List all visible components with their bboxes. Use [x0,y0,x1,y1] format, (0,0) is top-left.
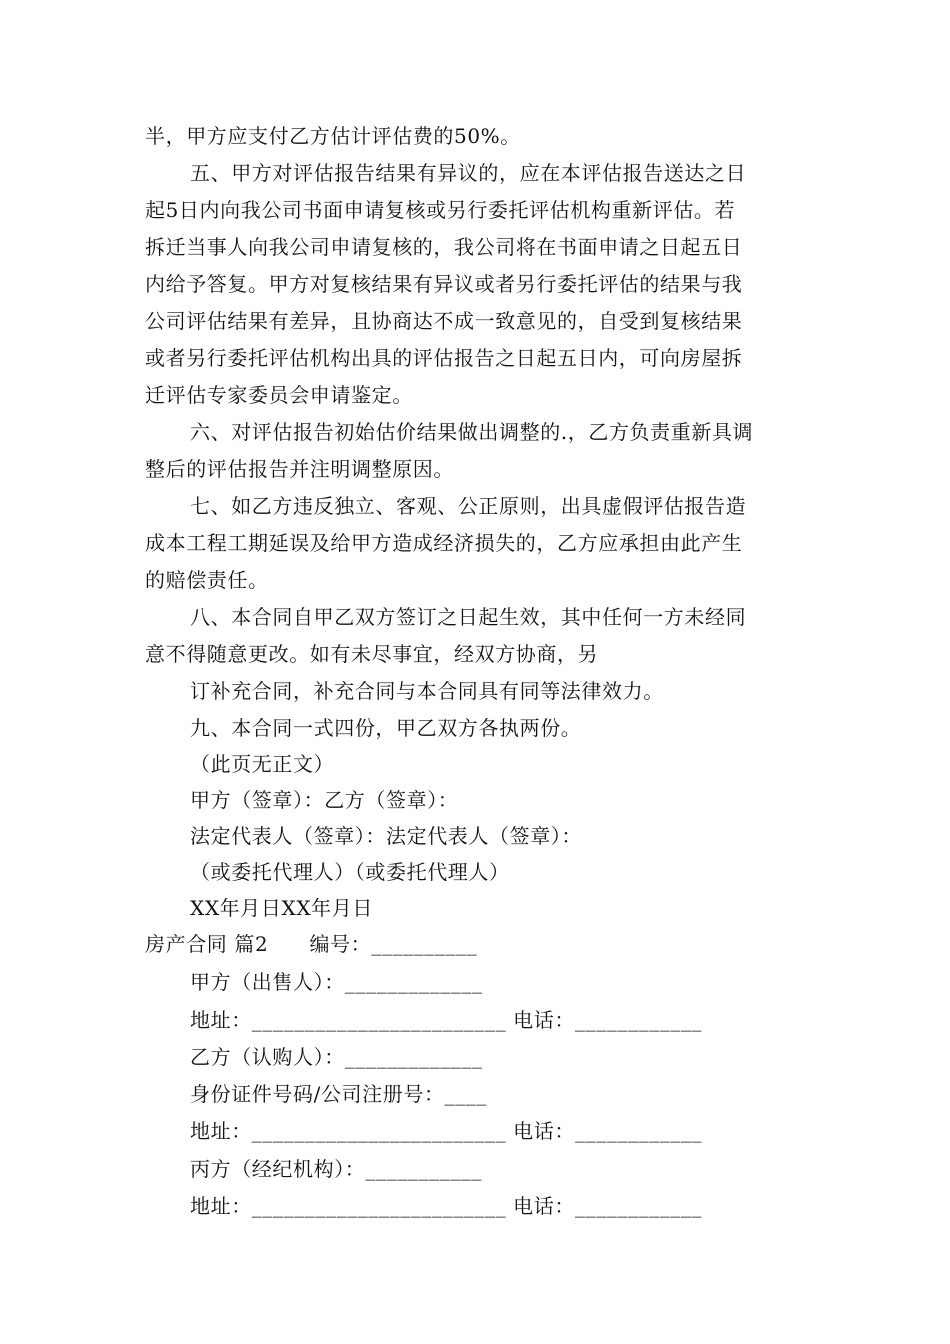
signature-line: 甲方（签章）：乙方（签章）： [190,788,459,812]
text-line: 整后的评估报告并注明调整原因。 [145,457,454,481]
signature-line: （或委托代理人）（或委托代理人） [190,860,510,884]
text-line: 公司评估结果有差异，且协商达不成一致意见的，自受到复核结果 [145,309,743,333]
form-field-line: 地址：________________________ 电话：____________ [190,1119,703,1143]
section-heading: 房产合同 篇2 编号：__________ [145,932,478,956]
signature-line: 法定代表人（签章）：法定代表人（签章）： [190,824,582,848]
form-field-line: 乙方（认购人）：_____________ [190,1045,483,1069]
text-line: 六、对评估报告初始估价结果做出调整的.，乙方负责重新具调 [190,420,754,444]
text-line: 内给予答复。甲方对复核结果有异议或者另行委托评估的结果与我 [145,272,743,296]
text-line: 或者另行委托评估机构出具的评估报告之日起五日内，可向房屋拆 [145,346,743,370]
text-line: 起5日内向我公司书面申请复核或另行委托评估机构重新评估。若 [145,198,736,222]
text-line: 意不得随意更改。如有未尽事宜，经双方协商，另 [145,642,599,666]
text-line: 订补充合同，补充合同与本合同具有同等法律效力。 [190,679,664,703]
text-line: 拆迁当事人向我公司申请复核的，我公司将在书面申请之日起五日 [145,235,743,259]
form-field-line: 地址：________________________ 电话：____________ [190,1194,703,1218]
text-line: 迁评估专家委员会申请鉴定。 [145,383,413,407]
text-line: 八、本合同自甲乙双方签订之日起生效，其中任何一方未经同 [190,605,747,629]
text-line: 五、甲方对评估报告结果有异议的，应在本评估报告送达之日 [190,161,747,185]
form-field-line: 甲方（出售人）：_____________ [190,970,483,994]
form-field-line: 地址：________________________ 电话：____________ [190,1008,703,1032]
text-line: 成本工程工期延误及给甲方造成经济损失的，乙方应承担由此产生 [145,531,743,555]
date-line: XX年月日XX年月日 [190,896,373,920]
form-field-line: 身份证件号码/公司注册号：____ [190,1082,487,1106]
text-line: 九、本合同一式四份，甲乙双方各执两份。 [190,716,582,740]
form-field-line: 丙方（经纪机构）：___________ [190,1157,482,1181]
text-line: 七、如乙方违反独立、客观、公正原则，出具虚假评估报告造 [190,494,747,518]
text-line: （此页无正文） [190,752,335,776]
text-line: 半，甲方应支付乙方估计评估费的50%。 [145,124,521,148]
text-line: 的赔偿责任。 [145,568,269,592]
